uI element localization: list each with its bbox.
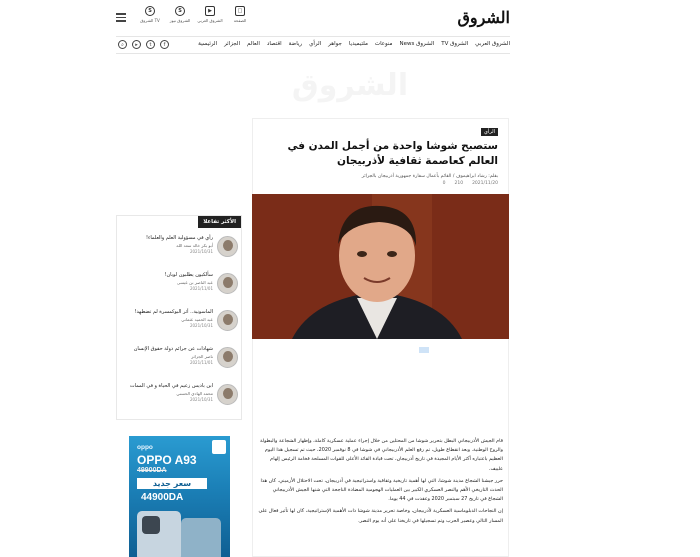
most-read-title: الأكثر تفاعلا [198,216,241,228]
twitter-icon[interactable]: t [146,40,155,49]
most-read-item[interactable] [117,269,243,306]
ad-logo-icon [212,440,226,454]
most-read-list [117,232,243,417]
most-read-item-date: 2021/10/31 [189,249,213,254]
ad-brand: oppo [137,444,153,451]
nav-item-alarabi[interactable]: الشروق العربي [475,41,510,47]
most-read-item-author[interactable]: أبو بكر خالد سعد الله [176,243,213,248]
article-paragraph: حرر جيشنا الشجاع مدينة شوشا، التي لها أهمية تاريخية وثقافية واستراتيجية في أذربيجان، تحت الاحتلال الأرميني. كان هذا الحدث التاريخي الأهم والنصر العسكري الكبير بين العمليات الهجومية المضادة الناجحة التي شنها الجيش الأذربيجاني الشجاع في تاريخ 27 سبتمبر 2020 وعقدت في 44 يوما. [260,477,503,503]
nav-social-icons [118,40,169,49]
header-action-alarabi[interactable] [197,6,223,23]
article-body [258,437,503,529]
background-watermark: الشروق [291,68,409,103]
most-read-item-title[interactable]: ابن باديس زعيم في الحياة و في الممات [129,383,213,389]
most-read-item-date: 2021/11/01 [189,286,213,291]
oppo-advertisement[interactable] [129,436,230,557]
author-avatar [217,273,238,294]
ad-tagline: سعر جديد [137,478,207,489]
ad-choices-icon[interactable] [419,347,429,353]
most-read-item-date: 2021/11/01 [189,360,213,365]
phone-image [137,511,181,557]
header-action-label: الشروق TV [140,18,160,23]
news-icon: S [175,6,185,16]
most-read-item-author[interactable]: محمد الهادي الحسني [176,391,213,396]
author-avatar [217,384,238,405]
most-read-item-author[interactable]: عبد الناصر بن عيسى [176,280,213,285]
nav-item-world[interactable]: العالم [247,41,260,47]
nav-item-news[interactable]: الشروق News [399,41,435,47]
article-headline: ستصبح شوشا واحدة من أجمل المدن في العالم كعاصمة ثقافية لأذربيجان [287,140,498,167]
article-paragraph: قام الجيش الأذربيجاني البطل بتحرير شوشا من المحتلين من خلال إجراء عملية عسكرية كاملة، وإظهار الشجاعة والبطولة والروح الوطنية. وبعد انقطاع طويل، تم رفع العلم الأذربيجاني في شوشا في 8 نوفمبر 2020، حيث تم تسجيل هذا اليوم العظيم باعتباره أكثر الأيام المجيدة في تاريخ أذربيجان، تحت قيادة القائد الأعلى للقوات المسلحة فخامة الرئيس إلهام علييف. [260,438,503,472]
header-actions [140,6,250,23]
article-comments[interactable]: 0 [442,181,446,186]
nav-item-jewels[interactable]: جواهر [328,41,342,47]
nav-items [198,41,510,47]
article-byline: بقلم: رشاد ابراهيموف / القائم بأعمال سفارة جمهورية أذربيجان بالجزائر [361,174,498,179]
nav-item-misc[interactable]: منوعات [374,41,393,47]
tv-icon: S [145,6,155,16]
portrait-illustration [252,194,509,339]
author-avatar [217,347,238,368]
facebook-icon[interactable]: f [160,40,169,49]
header-action-label: الشروق نيوز [169,18,191,23]
most-read-item[interactable] [117,232,243,269]
header-action-label: الصفحة [233,18,247,23]
ad-old-price: 49900DA [137,467,167,474]
alarabi-icon: ▶ [205,6,215,16]
nav-item-opinion[interactable]: الرأي [309,41,322,47]
article-photo [252,194,509,339]
youtube-icon[interactable]: ▸ [132,40,141,49]
most-read-item-title[interactable]: رأي في مسؤولية العلم والعلماء! [146,235,213,241]
phone-image [181,518,221,557]
article-meta [443,181,498,186]
ad-new-price: 44900DA [141,492,184,503]
nav-item-algeria[interactable]: الجزائر [224,41,241,47]
search-icon[interactable]: ⌕ [118,40,127,49]
category-badge[interactable]: الرأي [481,128,498,136]
nav-item-multimedia[interactable]: ملتيميديا [348,41,368,47]
header-action-label: الشروق العربي [197,18,223,23]
header-action-news[interactable] [170,6,190,23]
most-read-item[interactable] [117,343,243,380]
main-nav [116,36,510,54]
most-read-widget [116,215,242,420]
most-read-item-date: 2021/10/31 [189,323,213,328]
header-action-home[interactable] [230,6,250,23]
most-read-item-title[interactable]: شهادات عن جرائم دولة حقوق الإنسان [133,346,213,352]
site-header [0,0,700,36]
ad-model: OPPO A93 [137,453,197,467]
most-read-item[interactable] [117,306,243,343]
author-avatar [217,310,238,331]
most-read-item-title[interactable]: سألكيون يطلبون لوبان! [164,272,213,278]
most-read-item-author[interactable]: عبد الحميد عثماني [181,317,213,322]
article-date: 2021/11/20 [472,181,498,186]
nav-item-sports[interactable]: رياضة [288,41,303,47]
nav-item-home[interactable]: الرئيسية [198,41,218,47]
article-paragraph: إن النجاحات الدبلوماسية العسكرية لأذربيجان، وخاصة تحرير مدينة شوشا ذات الأهمية الإستراتيجية، كان لها تأثير فعال على المسار التالي وعصير الحرب وتم تسجيلها في تاريخنا على أنه يوم النصر. [258,508,503,524]
article-views: 210 [454,181,464,186]
site-logo[interactable]: الشروق [457,8,510,27]
nav-item-economy[interactable]: اقتصاد [266,41,282,47]
most-read-item-date: 2021/10/31 [189,397,213,402]
header-action-tv[interactable] [140,6,160,23]
author-avatar [217,236,238,257]
most-read-item-author[interactable]: ناصر الجزائر [191,354,213,359]
most-read-item-title[interactable]: الماسونية.. أثر البوكمسرة لم تضطهد! [134,309,213,315]
home-icon: □ [235,6,245,16]
nav-item-tv[interactable]: الشروق TV [441,41,469,47]
hamburger-menu-icon[interactable] [116,13,126,22]
most-read-item[interactable] [117,380,243,417]
